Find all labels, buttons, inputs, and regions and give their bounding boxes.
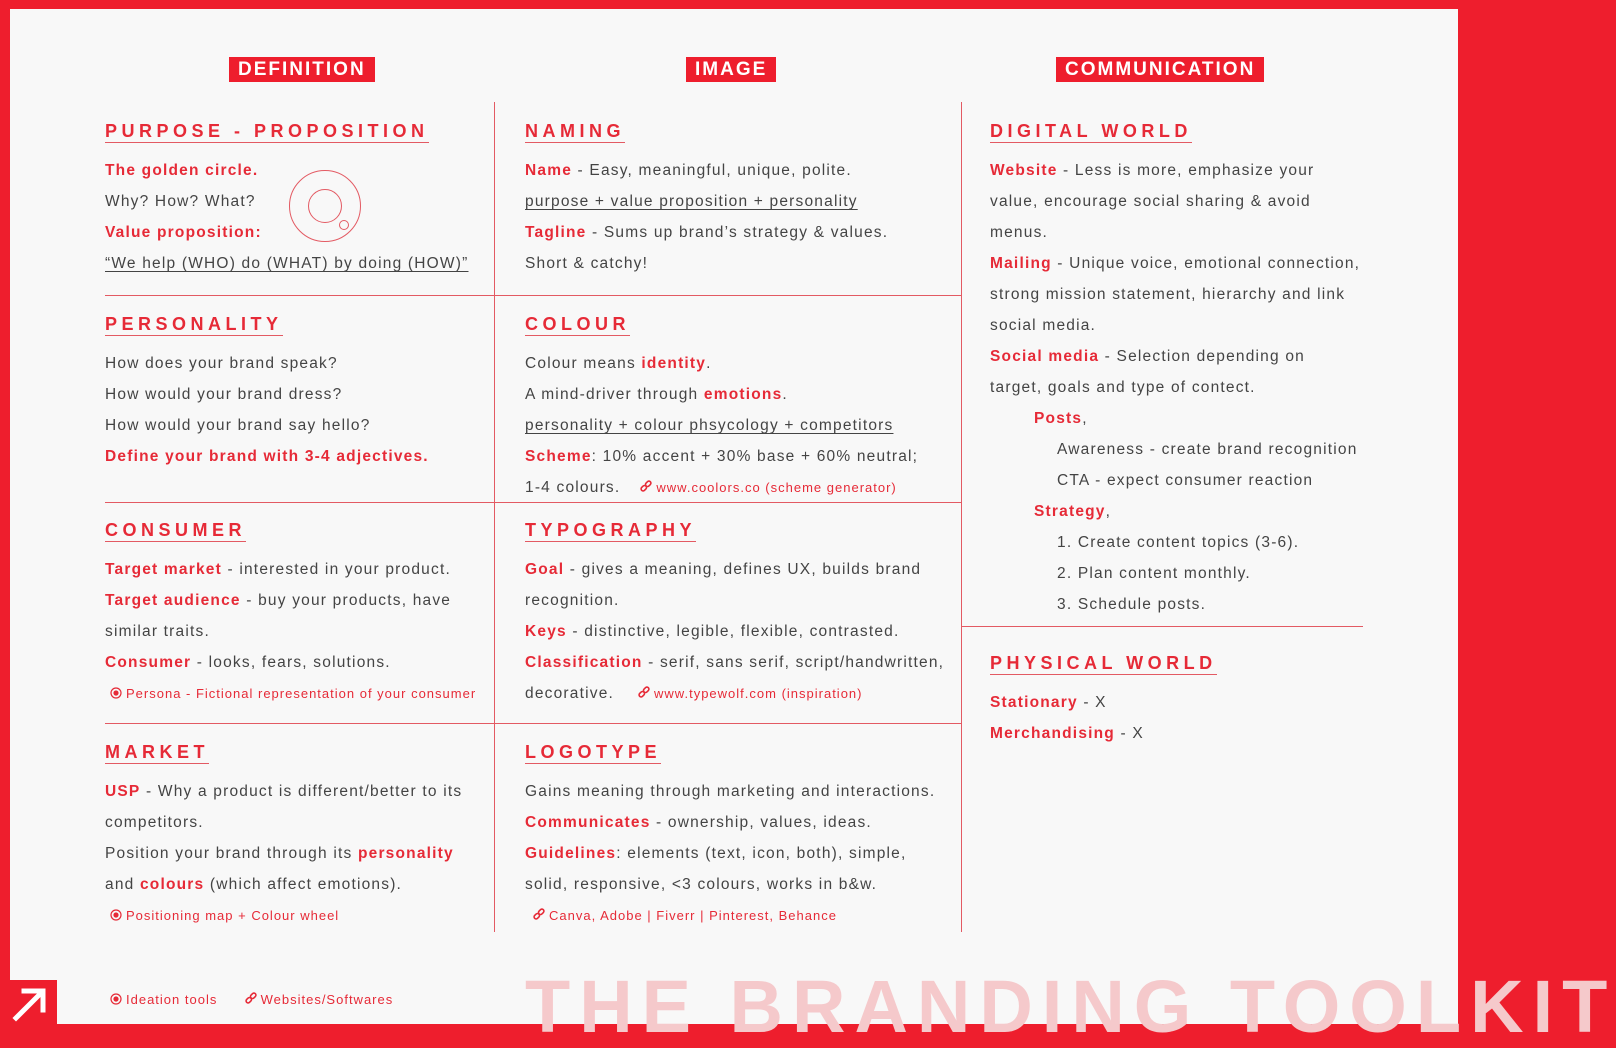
link-icon	[638, 687, 650, 699]
section-title-digital-world: DIGITAL WORLD	[990, 121, 1192, 141]
link-icon	[640, 481, 652, 493]
section-typography	[525, 521, 955, 709]
toolkit-page	[10, 9, 1616, 1048]
colour-line-2: A mind-driver through	[525, 386, 704, 403]
column-header-communication: COMMUNICATION	[1056, 57, 1264, 82]
naming-formula: purpose + value proposition + personality	[525, 193, 858, 210]
social-media-text-2: target, goals and type of contect.	[990, 379, 1256, 396]
classification-text-2: decorative.	[525, 685, 615, 702]
social-media-text: - Selection depending on	[1099, 348, 1305, 365]
position-text: Position your brand through its	[105, 845, 358, 862]
consumer-label: Consumer	[105, 654, 192, 671]
website-label: Website	[990, 162, 1058, 179]
mailing-label: Mailing	[990, 255, 1052, 272]
merchandising-text: - X	[1114, 725, 1144, 742]
strategy-label: Strategy	[1034, 503, 1106, 520]
guidelines-text: : elements (text, icon, both), simple,	[616, 845, 907, 862]
link-icon	[533, 909, 545, 921]
arrow-up-right-icon	[10, 980, 57, 1024]
section-title-colour: COLOUR	[525, 314, 630, 334]
merchandising-label: Merchandising	[990, 725, 1115, 742]
name-text: - Easy, meaningful, unique, polite.	[572, 162, 852, 179]
section-title-personality: PERSONALITY	[105, 314, 283, 334]
value-proposition-label: Value proposition:	[105, 224, 262, 241]
mailing-text-3: social media.	[990, 317, 1097, 334]
goal-label: Goal	[525, 561, 565, 578]
and-emotions: (which affect emotions).	[204, 876, 403, 893]
tagline-text: - Sums up brand’s strategy & values.	[586, 224, 889, 241]
strategy-comma: ,	[1105, 503, 1112, 520]
target-market-text: - interested in your product.	[221, 561, 451, 578]
target-market-label: Target market	[105, 561, 222, 578]
logotype-line-1: Gains meaning through marketing and interactions.	[525, 783, 936, 800]
section-title-purpose: PURPOSE - PROPOSITION	[105, 121, 429, 141]
golden-circle-icon	[289, 170, 361, 242]
column-divider-2	[961, 102, 962, 932]
posts-label: Posts	[1034, 410, 1083, 427]
legend-ideation-tools: Ideation tools	[126, 992, 218, 1007]
section-digital-world	[990, 122, 1450, 620]
section-colour	[525, 315, 955, 503]
branding-toolkit-watermark: THE BRANDING TOOLKIT	[525, 965, 1616, 1048]
section-title-typography: TYPOGRAPHY	[525, 520, 697, 540]
mailing-text-2: strong mission statement, hierarchy and link	[990, 286, 1346, 303]
why-how-what: Why? How? What?	[105, 193, 256, 210]
posts-comma: ,	[1082, 410, 1088, 427]
section-title-logotype: LOGOTYPE	[525, 742, 662, 762]
strategy-step-3: 3. Schedule posts.	[1057, 596, 1207, 613]
section-title-physical-world: PHYSICAL WORLD	[990, 653, 1217, 673]
section-title-consumer: CONSUMER	[105, 520, 247, 540]
website-text: - Less is more, emphasize your	[1057, 162, 1315, 179]
link-icon	[245, 993, 257, 1005]
and-colours: colours	[139, 876, 205, 893]
usp-label: USP	[105, 783, 141, 800]
section-naming	[525, 122, 955, 279]
stationary-label: Stationary	[990, 694, 1078, 711]
guidelines-text-2: solid, responsive, <3 colours, works in b&w.	[525, 876, 878, 893]
social-media-label: Social media	[990, 348, 1100, 365]
colour-formula: personality + colour phsycology + competitors	[525, 417, 894, 434]
colour-line-1: Colour means	[525, 355, 642, 372]
section-market	[105, 743, 490, 931]
colour-period-1: .	[706, 355, 712, 372]
guidelines-label: Guidelines	[525, 845, 617, 862]
website-text-2: value, encourage social sharing & avoid	[990, 193, 1311, 210]
keys-text: - distinctive, legible, flexible, contrasted.	[566, 623, 900, 640]
row-divider-3	[105, 723, 962, 724]
personality-question-3: How would your brand say hello?	[105, 417, 371, 434]
arrow-logo	[10, 980, 57, 1024]
target-icon	[110, 687, 122, 699]
legend	[110, 992, 393, 1007]
section-purpose	[105, 122, 485, 279]
row-divider-comm	[962, 626, 1363, 627]
tagline-label: Tagline	[525, 224, 587, 241]
section-personality	[105, 315, 485, 472]
colour-identity: identity	[641, 355, 707, 372]
personality-define: Define your brand with 3-4 adjectives.	[105, 448, 429, 465]
target-audience-text: - buy your products, have	[240, 592, 452, 609]
mailing-text: - Unique voice, emotional connection,	[1051, 255, 1361, 272]
target-icon	[110, 909, 122, 921]
column-header-image: IMAGE	[686, 57, 776, 82]
goal-text: - gives a meaning, defines UX, builds brand	[564, 561, 922, 578]
scheme-label: Scheme	[525, 448, 592, 465]
keys-label: Keys	[525, 623, 567, 640]
personality-question-1: How does your brand speak?	[105, 355, 338, 372]
classification-text: - serif, sans serif, script/handwritten,	[642, 654, 945, 671]
and-text: and	[105, 876, 140, 893]
column-header-definition: DEFINITION	[229, 57, 375, 82]
name-label: Name	[525, 162, 573, 179]
consumer-text: - looks, fears, solutions.	[191, 654, 391, 671]
awareness-text: Awareness - create brand recognition	[1057, 441, 1358, 458]
section-physical-world	[990, 654, 1410, 749]
section-logotype	[525, 743, 955, 931]
section-consumer	[105, 521, 490, 709]
stationary-text: - X	[1077, 694, 1107, 711]
colour-count: 1-4 colours.	[525, 479, 621, 496]
classification-label: Classification	[525, 654, 643, 671]
colour-emotions: emotions	[703, 386, 783, 403]
communicates-label: Communicates	[525, 814, 651, 831]
strategy-step-1: 1. Create content topics (3-6).	[1057, 534, 1300, 551]
website-text-3: menus.	[990, 224, 1049, 241]
typewolf-link[interactable]: www.typewolf.com (inspiration)	[654, 686, 863, 701]
positioning-tool: Positioning map + Colour wheel	[126, 908, 340, 923]
target-audience-text-2: similar traits.	[105, 623, 210, 640]
usp-text-2: competitors.	[105, 814, 204, 831]
value-proposition-quote: “We help (WHO) do (WHAT) by doing (HOW)”	[105, 255, 469, 272]
logotype-tools-link[interactable]: Canva, Adobe | Fiverr | Pinterest, Behance	[549, 908, 837, 923]
persona-tool: Persona - Fictional representation of your consumer	[126, 686, 477, 701]
section-title-market: MARKET	[105, 742, 209, 762]
scheme-text: : 10% accent + 30% base + 60% neutral;	[591, 448, 919, 465]
personality-question-2: How would your brand dress?	[105, 386, 343, 403]
target-audience-label: Target audience	[105, 592, 241, 609]
coolors-link[interactable]: www.coolors.co (scheme generator)	[656, 480, 897, 495]
short-catchy: Short & catchy!	[525, 255, 649, 272]
target-icon	[110, 993, 122, 1005]
position-personality: personality	[357, 845, 454, 862]
section-title-naming: NAMING	[525, 121, 625, 141]
usp-text: - Why a product is different/better to its	[140, 783, 463, 800]
golden-circle-label: The golden circle.	[105, 162, 259, 179]
strategy-step-2: 2. Plan content monthly.	[1057, 565, 1251, 582]
goal-text-2: recognition.	[525, 592, 620, 609]
legend-websites-softwares: Websites/Softwares	[260, 992, 394, 1007]
row-divider-1	[105, 295, 962, 296]
cta-text: CTA - expect consumer reaction	[1057, 472, 1314, 489]
colour-period-2: .	[782, 386, 788, 403]
communicates-text: - ownership, values, ideas.	[650, 814, 872, 831]
column-divider-1	[494, 102, 495, 932]
